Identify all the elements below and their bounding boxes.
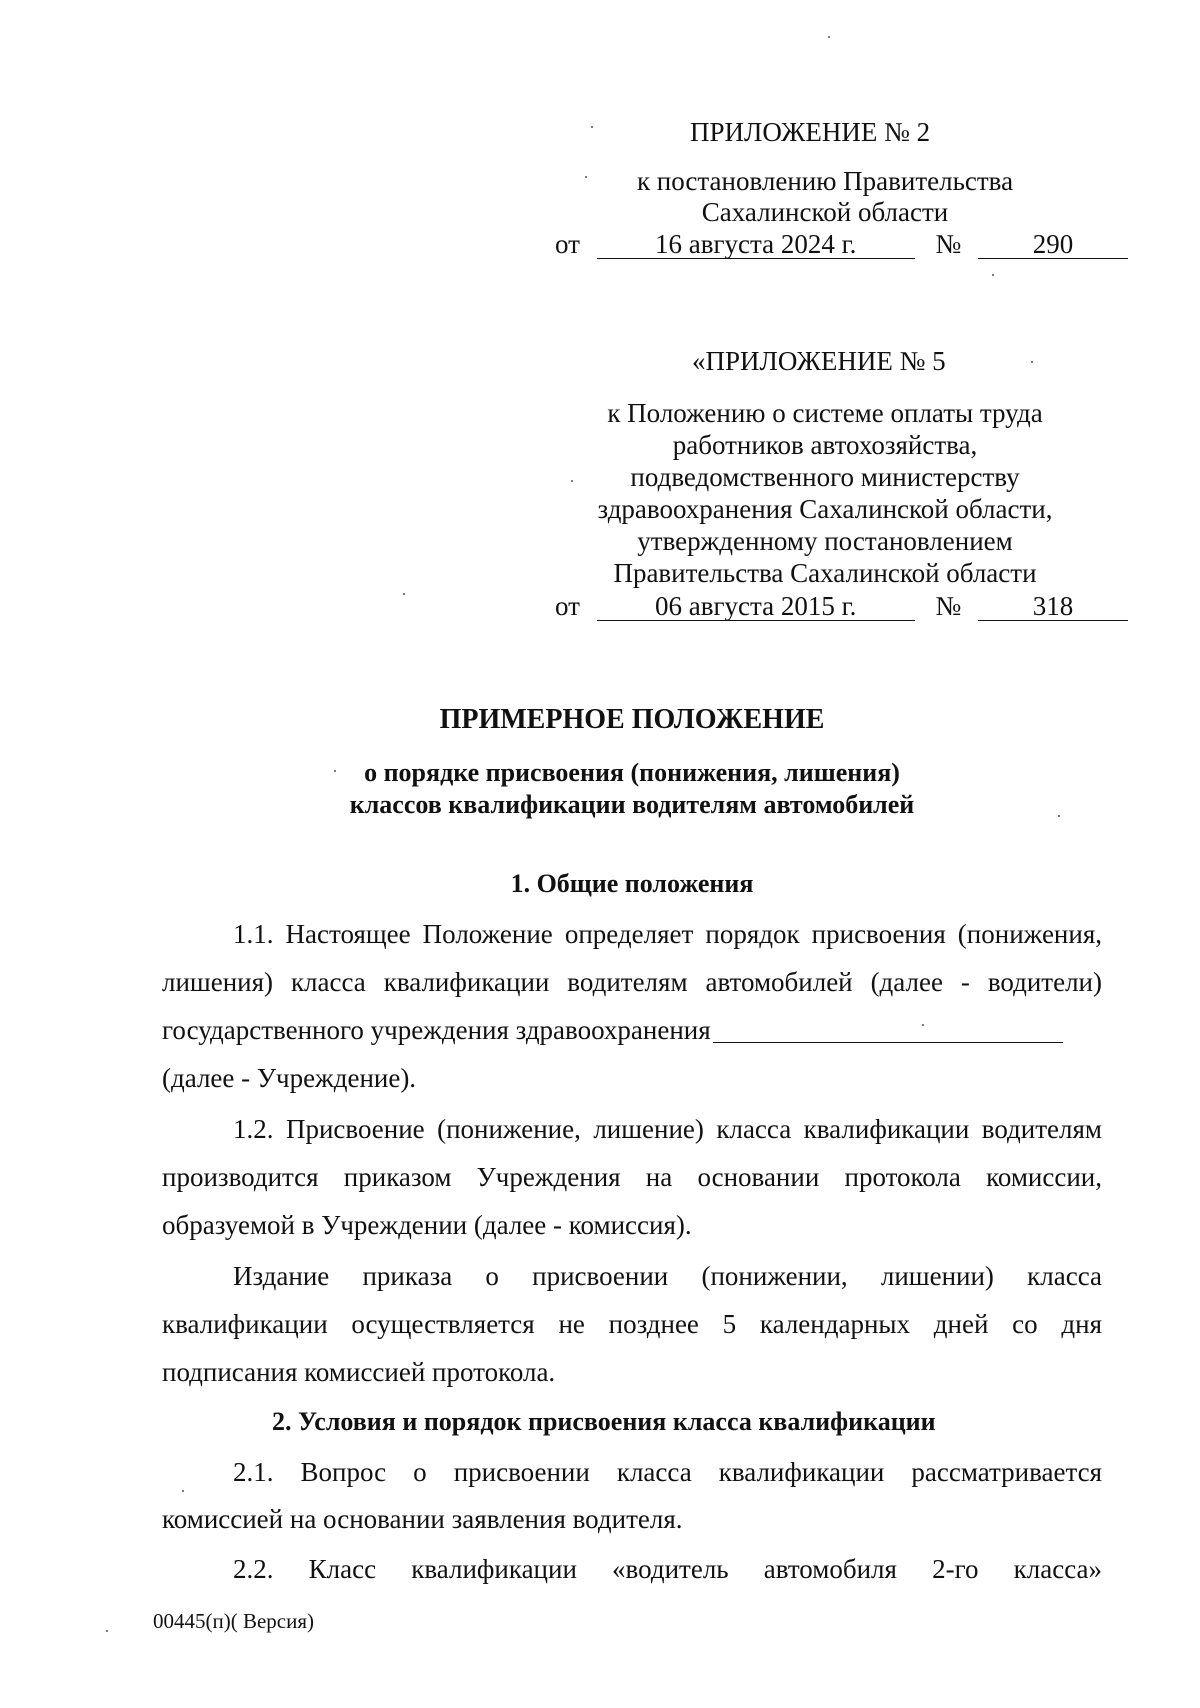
appendix-2-date-line [555, 228, 1128, 260]
document-subtitle-2: классов квалификации водителям автомобилей [349, 790, 915, 819]
footer-document-code: 00445(п)( Версия) [153, 1609, 315, 1633]
para-1-2-line-1: 1.2. Присвоение (понижение, лишение) класса квалификации водителям [233, 1114, 1102, 1144]
scan-speck [922, 1024, 924, 1026]
section-1-heading: 1. Общие положения [510, 869, 754, 898]
from-label: от [555, 229, 580, 259]
section-2-heading: 2. Условия и порядок присвоения класса квалификации [272, 1407, 936, 1436]
appendix-5-line-2: работников автохозяйства, [672, 430, 978, 460]
scan-speck [334, 770, 336, 772]
institution-name-blank [713, 1014, 1063, 1043]
para-2-2-line-1: 2.2. Класс квалификации «водитель автомобиля 2-го класса» [233, 1554, 1102, 1584]
scan-speck [403, 593, 405, 595]
number-sign: № [935, 591, 962, 621]
para-1-1-line-4: (далее - Учреждение). [162, 1063, 417, 1093]
scan-speck [591, 126, 593, 128]
appendix-2-title: ПРИЛОЖЕНИЕ № 2 [690, 117, 931, 147]
appendix-2-number: 290 [978, 228, 1128, 259]
para-2-1-line-2: комиссией на основании заявления водителя. [162, 1504, 683, 1534]
para-1-2-line-3: образуемой в Учреждении (далее - комиссия). [162, 1210, 692, 1240]
appendix-2-line-2: Сахалинской области [701, 197, 949, 227]
scan-speck [1058, 815, 1060, 817]
appendix-5-number: 318 [978, 590, 1128, 621]
para-1-1-line-1: 1.1. Настоящее Положение определяет порядок присвоения (понижения, [233, 919, 1102, 949]
para-1-1-line-3: государственного учреждения здравоохранения [162, 1014, 1063, 1046]
appendix-5-line-4: здравоохранения Сахалинской области, [597, 494, 1053, 524]
scan-speck [182, 1490, 184, 1492]
para-order-line-2: квалификации осуществляется не позднее 5 календарных дней со дня [162, 1309, 1102, 1339]
scan-speck [1031, 361, 1033, 363]
para-1-2-line-2: производится приказом Учреждения на основании протокола комиссии, [162, 1162, 1102, 1192]
scan-speck [828, 36, 830, 38]
document-title: ПРИМЕРНОЕ ПОЛОЖЕНИЕ [439, 704, 825, 735]
para-1-1-line-2: лишения) класса квалификации водителям автомобилей (далее - водители) [162, 967, 1102, 997]
appendix-2-date: 16 августа 2024 г. [597, 228, 915, 259]
para-order-line-1: Издание приказа о присвоении (понижении, лишении) класса [233, 1261, 1102, 1291]
from-label: от [555, 591, 580, 621]
document-subtitle-1: о порядке присвоения (понижения, лишения) [364, 758, 900, 787]
number-sign: № [935, 229, 962, 259]
appendix-5-line-5: утвержденному постановлением [637, 526, 1013, 556]
scan-speck [992, 274, 994, 276]
para-2-1-line-1: 2.1. Вопрос о присвоении класса квалификации рассматривается [233, 1457, 1102, 1487]
appendix-5-line-6: Правительства Сахалинской области [613, 558, 1037, 588]
scan-speck [106, 1630, 108, 1632]
scan-speck [571, 480, 573, 482]
appendix-5-line-1: к Положению о системе оплаты труда [607, 398, 1043, 428]
appendix-2-line-1: к постановлению Правительства [636, 166, 1014, 196]
appendix-5-line-3: подведомственного министерству [630, 462, 1020, 492]
appendix-5-title: «ПРИЛОЖЕНИЕ № 5 [692, 346, 946, 376]
para-order-line-3: подписания комиссией протокола. [162, 1357, 556, 1387]
scan-speck [585, 176, 587, 178]
appendix-5-date-line [555, 590, 1128, 622]
appendix-5-date: 06 августа 2015 г. [597, 590, 915, 621]
